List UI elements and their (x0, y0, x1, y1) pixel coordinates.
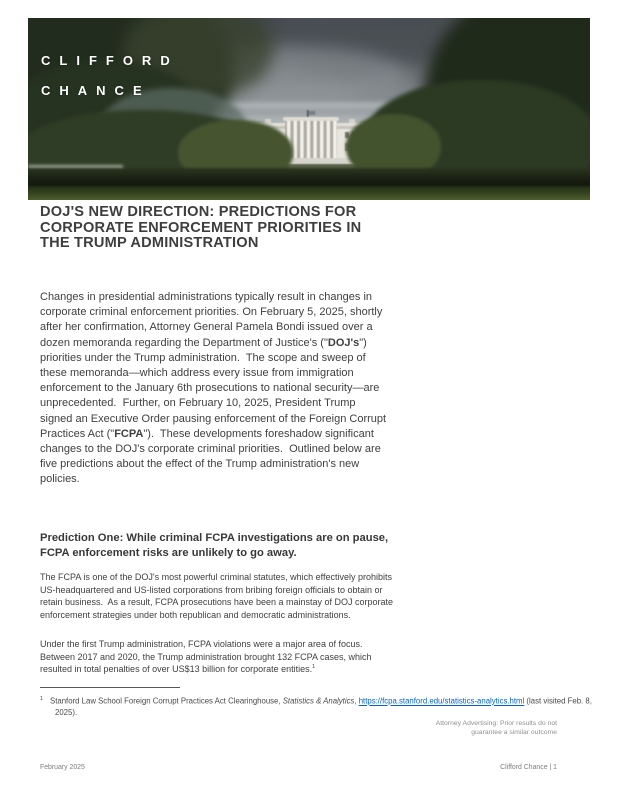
text-segment: "). These developments foreshadow significant changes to the DOJ's corporate criminal priorities. Outlined below are five predictions about the effect of the Trump administration's new policies. (40, 427, 384, 486)
prediction-one-paragraph-2 (40, 638, 393, 676)
logo-word-clifford: CLIFFORD (41, 53, 179, 68)
attorney-advertising-notice: Attorney Advertising: Prior results do not guarantee a similar outcome (435, 720, 557, 737)
superscript-reference: 1 (312, 664, 316, 671)
clifford-chance-logo (41, 46, 179, 106)
article-title: DOJ'S NEW DIRECTION: PREDICTIONS FOR CORPORATE ENFORCEMENT PRIORITIES IN THE TRUMP ADMINISTRATION (40, 204, 362, 252)
footnote (40, 694, 598, 719)
footnote-link[interactable]: https://fcpa.stanford.edu/statistics-analytics.html (358, 696, 525, 706)
footnote-text (50, 697, 592, 718)
text-segment: Changes in presidential administrations typically result in changes in corporate criminal enforcement priorities. On February 5, 2025, shortly after her confirmation, Attorney General Pamela Bondi issued over a dozen memoranda regarding the Department of Justice's (" (40, 291, 386, 349)
text-segment: ") priorities under the Trump administration. The scope and sweep of these memoranda—which address every issue from immigration enforcement to the January 6th prosecutions to national security—are unprecedented. Further, on February 10, 2025, President Trump signed an Executive Order pausing enforcement of the Foreign Corrupt Practices Act (" (40, 336, 390, 440)
prediction-one-heading: Prediction One: While criminal FCPA investigations are on pause, FCPA enforcement risks are unlikely to go away. (40, 532, 389, 560)
header-photo-white-house (28, 18, 590, 200)
photo-lawn-shape (28, 186, 590, 200)
intro-paragraph (40, 290, 390, 488)
prediction-one-paragraph-1: The FCPA is one of the DOJ's most powerful criminal statutes, which effectively prohibits US-headquartered and US-listed corporations from bribing foreign officials to obtain or retain business. As a result, FCPA prosecutions have been a mainstay of DOJ corporate enforcement strategies under both republican and democratic administrations. (40, 572, 396, 621)
footnote-divider (40, 687, 180, 688)
text-segment: FCPA (114, 427, 144, 440)
footer-page-number: Clifford Chance | 1 (500, 764, 557, 771)
footer-date: February 2025 (40, 764, 85, 771)
footnote-marker: 1 (40, 696, 43, 702)
logo-word-chance: CHANCE (41, 83, 151, 98)
text-segment: Under the first Trump administration, FCPA violations were a major area of focus. Between 2017 and 2020, the Trump administration brought 132 FCPA cases, which resulted in total penalties of over US$13 billion for corporate entities. (40, 639, 375, 675)
text-segment: Stanford Law School Foreign Corrupt Practices Act Clearinghouse, (50, 696, 283, 706)
text-segment: Statistics & Analytics (282, 696, 355, 706)
text-segment: DOJ's (327, 336, 360, 349)
text-segment: (last visited Feb. 8, 2025). (55, 696, 592, 718)
text-segment: , (354, 696, 359, 706)
